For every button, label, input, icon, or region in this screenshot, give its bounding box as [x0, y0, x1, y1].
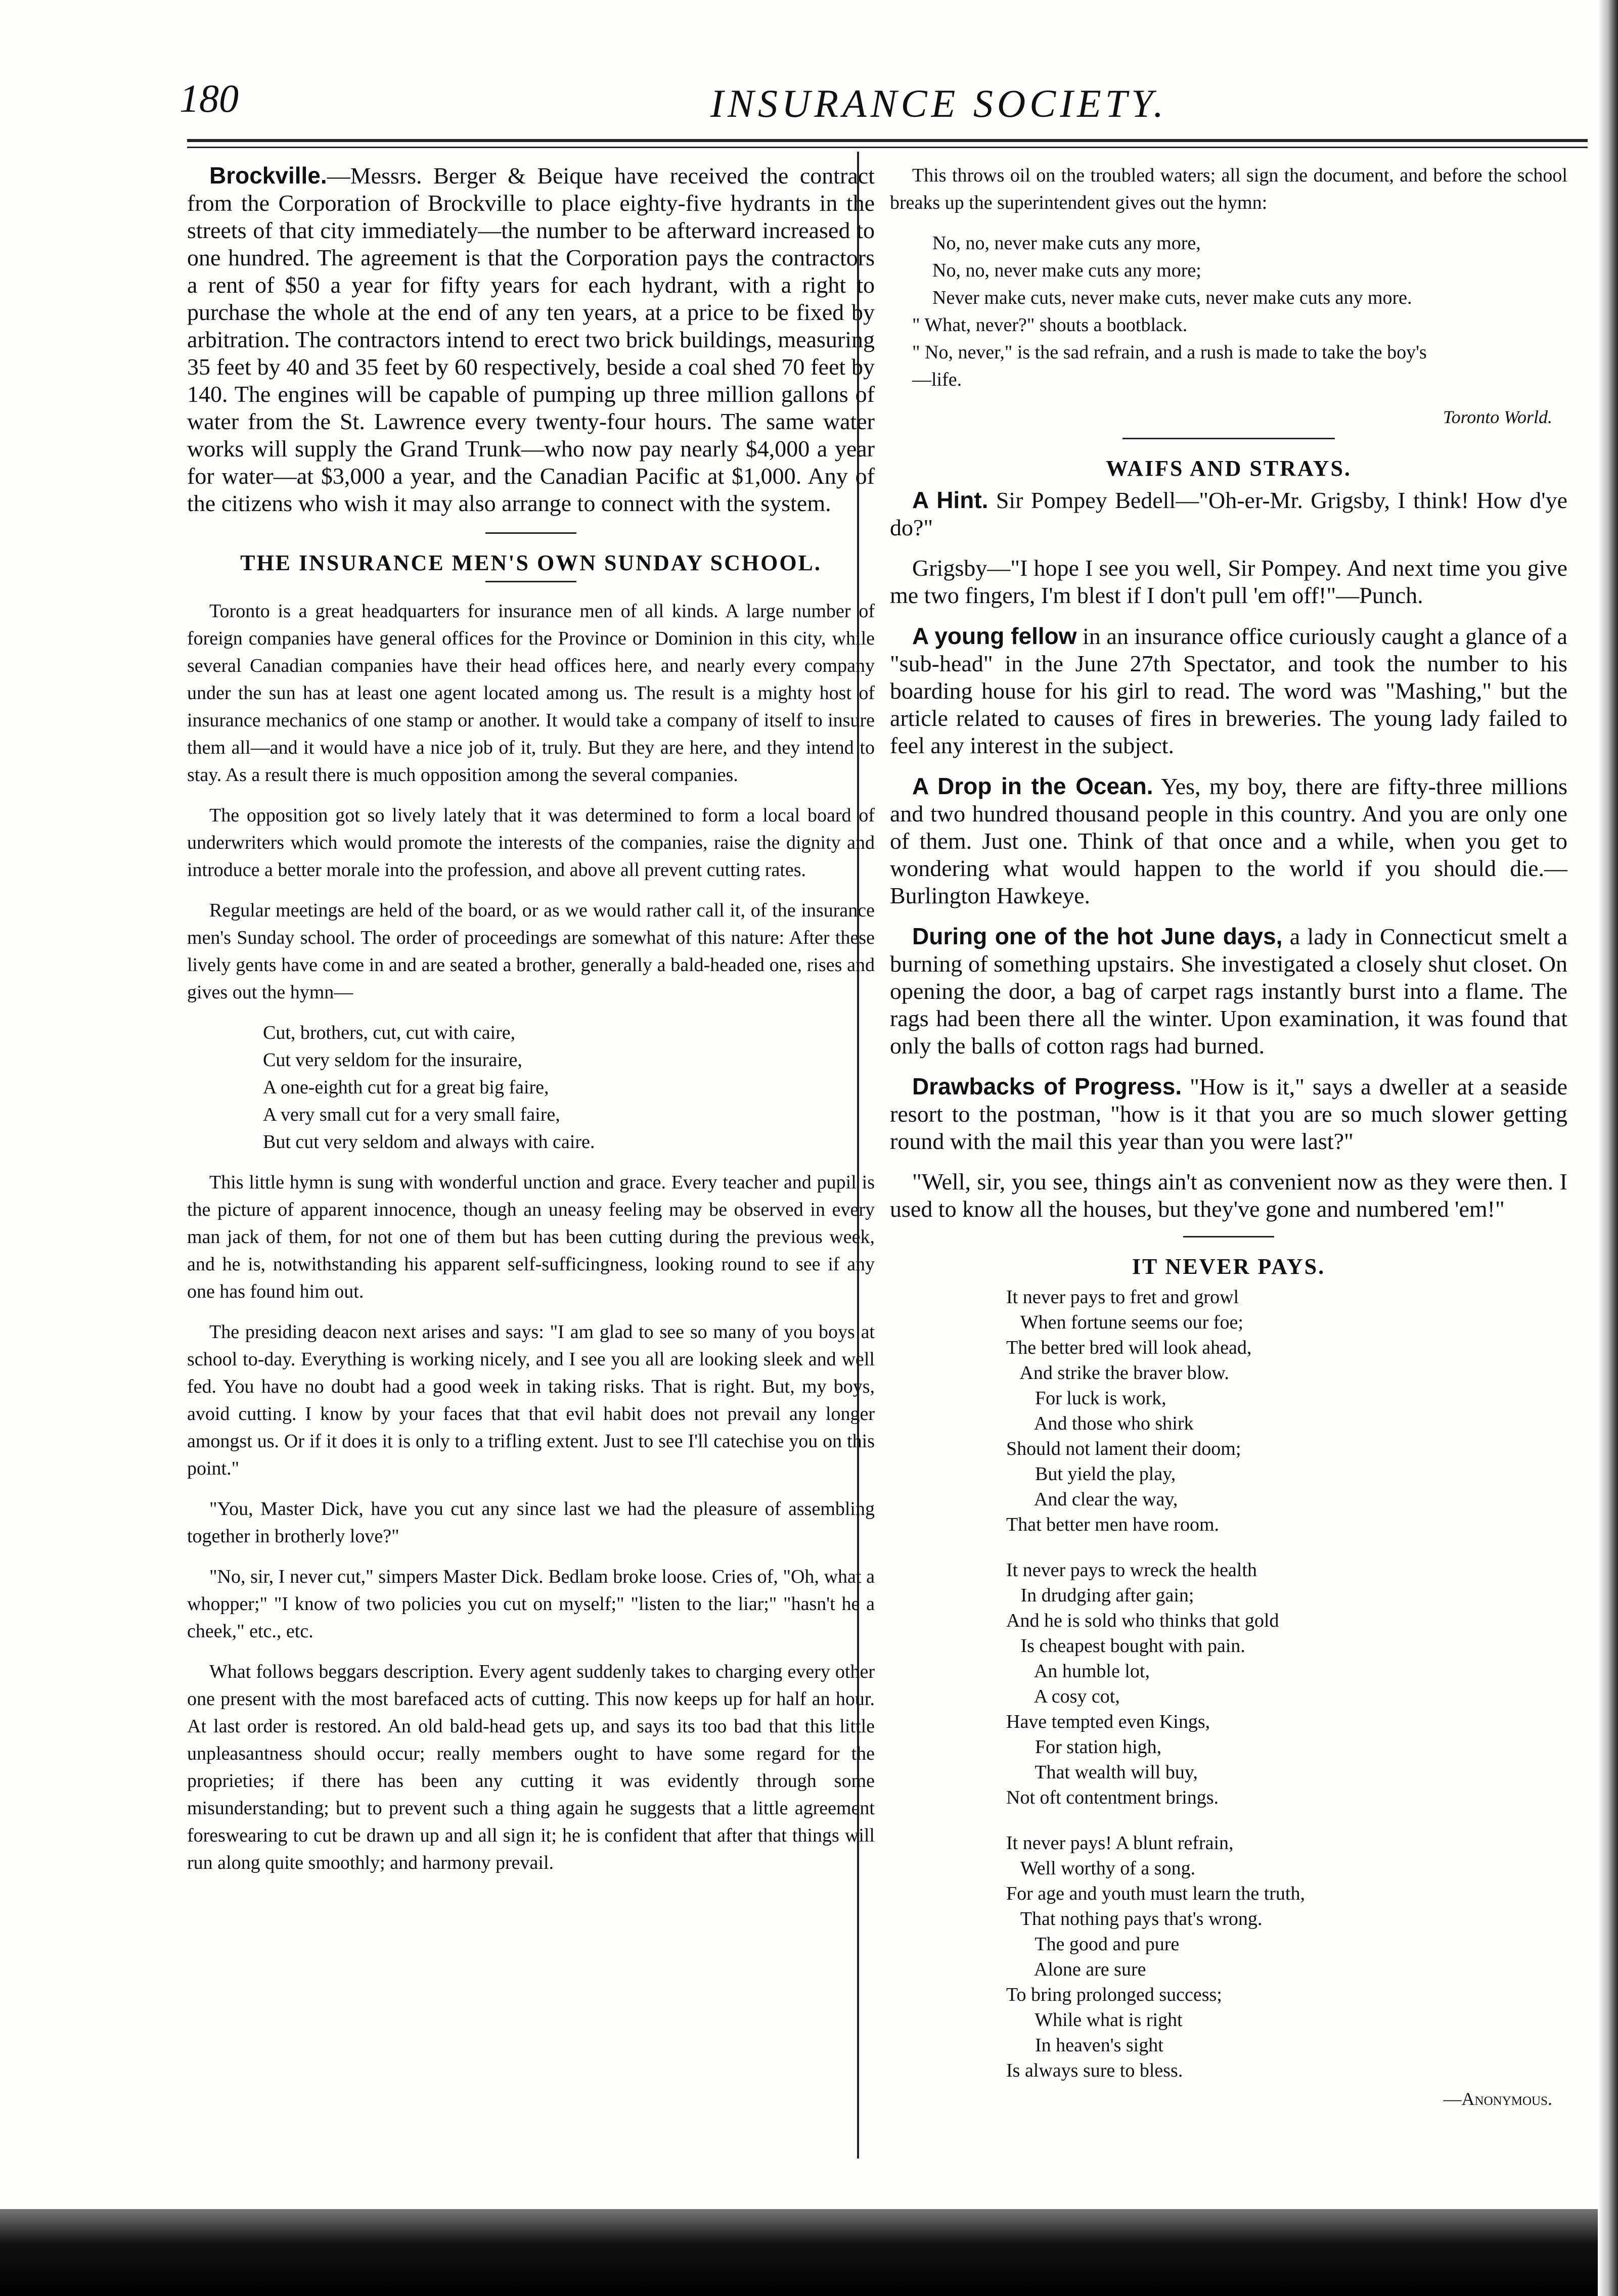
- scan-bottom-shadow: [0, 2209, 1618, 2296]
- sunday-school-p8: What follows beggars description. Every agent suddenly takes to charging every other one present with the most barefaced acts of cutting. This now keeps up for half an hour. At last order is restored. An old bald-head gets up, and says its too bad that this little unpleasantness should occur; really members ought to have some regard for the proprieties; if there has been any cutting it was evidently through some misunderstanding; but to prevent such a thing again he suggests that a little agreement foreswearing to cut be drawn up and all sign it; he is confident that after that things will run along quite smoothly; and harmony prevail.: [187, 1661, 875, 1873]
- poem-line: While what is right: [1006, 2009, 1183, 2031]
- waifs-text: Yes, my boy, there are fifty-three millions and two hundred thousand people in this country. And you are only one of them. Just one. Think of that once and a while, when you get to wondering what would happen to the world if you should die.—Burlington Hawkeye.: [890, 773, 1567, 908]
- waifs-text: "Well, sir, you see, things ain't as convenient now as they were then. I used to know all the houses, but they've gone and numbered 'em!": [890, 1169, 1567, 1222]
- waifs-item: [890, 486, 1567, 541]
- hymn-line: A very small cut for a very small faire,: [263, 1104, 560, 1125]
- brockville-paragraph: [187, 162, 875, 517]
- waifs-item: [890, 923, 1567, 1060]
- running-title: INSURANCE SOCIETY.: [710, 81, 1167, 125]
- sunday-school-title: THE INSURANCE MEN'S OWN SUNDAY SCHOOL.: [240, 550, 822, 575]
- waifs-text: Grigsby—"I hope I see you well, Sir Pompey. And next time you give me two fingers, I'm blest if I don't pull 'em off!"—Punch.: [890, 555, 1567, 608]
- refrain-line: No, no, never make cuts any more,: [932, 233, 1201, 254]
- header-rule-thin: [187, 147, 1588, 148]
- waifs-text: in an insurance office curiously caught a glance of a "sub-head" in the June 27th Spectator, and took the number to his boarding house for his girl to read. The word was "Mashing," but the article related to causes of fires in breweries. The young lady failed to feel any interest in the subject.: [890, 623, 1567, 758]
- sunday-school-p2: The opposition got so lively lately that it was determined to form a local board of underwriters which would promote the interests of the companies, raise the dignity and introduce a better morale into the profession, and above all prevent cutting rates.: [187, 805, 875, 881]
- refrain-line: No, no, never make cuts any more;: [932, 260, 1201, 281]
- poem-line: And those who shirk: [1006, 1413, 1194, 1434]
- poem-line: In heaven's sight: [1006, 2035, 1163, 2056]
- waifs-lead: During one of the hot June days,: [912, 923, 1283, 949]
- poem-title: IT NEVER PAYS.: [1132, 1254, 1326, 1279]
- sunday-school-p5: The presiding deacon next arises and says: "I am glad to see so many of you boys at school to-day. Everything is working nicely, and I see you all are looking sleek and well fed. You have no doubt had a good week in taking risks. That is right. But, my boys, avoid cutting. I know by your faces that that evil habit does not prevail any longer amongst us. Or if it does it is only to a trifling extent. Just to see I'll catechise you on this point.": [187, 1321, 875, 1479]
- sunday-school-p3: Regular meetings are held of the board, or as we would rather call it, of the insurance men's Sunday school. The order of proceedings are somewhat of this nature: After these lively gents have come in and are seated a brother, generally a bald-headed one, rises and gives out the hymn—: [187, 900, 875, 1003]
- poem-line: It never pays to fret and growl: [1006, 1287, 1239, 1308]
- poem-line: But yield the play,: [1006, 1463, 1176, 1485]
- waifs-text: "How is it," says a dweller at a seaside resort to the postman, "how is it that you are so much slower getting round with the mail this year than you were last?": [890, 1074, 1567, 1154]
- header-rule: [187, 139, 1588, 142]
- poem-line: For luck is work,: [1006, 1388, 1166, 1409]
- hymn-line: Cut, brothers, cut, cut with caire,: [263, 1022, 516, 1043]
- waifs-item: [890, 1073, 1567, 1155]
- poem-line: That wealth will buy,: [1006, 1762, 1198, 1783]
- poem-line: For station high,: [1006, 1736, 1162, 1758]
- poem-line: Have tempted even Kings,: [1006, 1711, 1210, 1732]
- poem-line: Is cheapest bought with pain.: [1006, 1635, 1245, 1657]
- refrain: [912, 229, 1567, 393]
- poem-line: To bring prolonged success;: [1006, 1984, 1222, 2005]
- poem-line: Alone are sure: [1006, 1959, 1146, 1980]
- waifs-lead: A young fellow: [912, 623, 1077, 649]
- poem-line: It never pays to wreck the health: [1006, 1559, 1257, 1581]
- hymn-line: But cut very seldom and always with caire.: [263, 1131, 595, 1153]
- hymn: [263, 1019, 875, 1156]
- scan-edge: [1598, 0, 1618, 2296]
- hymn-line: A one-eighth cut for a great big faire,: [263, 1077, 549, 1098]
- poem-line: When fortune seems our foe;: [1006, 1312, 1243, 1333]
- brockville-text: —Messrs. Berger & Beique have received the contract from the Corporation of Brockville to place eighty-five hydrants in the streets of that city immediately—the number to be afterward increased to one hundred. The agreement is that the Corporation pays the contractors a rent of $50 a year for fifty years for each hydrant, with a right to purchase the whole at the end of any ten years, at a price to be fixed by arbitration. The contractors intend to erect two brick buildings, measuring 35 feet by 40 and 35 feet by 60 respectively, beside a coal shed 70 feet by 140. The engines will be capable of pumping up three million gallons of water from the St. Lawrence every twenty-four hours. The same water works will supply the Grand Trunk—who now pay nearly $4,000 a year for water—at $3,000 a year, and the Canadian Pacific at $1,000. Any of the citizens who wish it may also arrange to connect with the system.: [187, 163, 875, 516]
- page-header: [179, 76, 1585, 126]
- poem-line: It never pays! A blunt refrain,: [1006, 1832, 1234, 1854]
- right-column: [890, 162, 1567, 2109]
- source-credit: Toronto World.: [1443, 407, 1552, 427]
- poem-stanza: [1006, 1557, 1567, 1810]
- poem-line: In drudging after gain;: [1006, 1585, 1194, 1606]
- waifs-lead: A Drop in the Ocean.: [912, 773, 1153, 799]
- waifs-item: [890, 772, 1567, 909]
- poem-line: And clear the way,: [1006, 1489, 1178, 1510]
- poem-line: An humble lot,: [1006, 1661, 1150, 1682]
- refrain-line: " No, never," is the sad refrain, and a rush is made to take the boy's: [912, 342, 1427, 363]
- waifs-title: WAIFS AND STRAYS.: [1106, 456, 1352, 481]
- sunday-school-p7: "No, sir, I never cut," simpers Master Dick. Bedlam broke loose. Cries of, "Oh, what a whopper;" "I know of two policies you cut on myself;" "listen to the liar;" "hasn't he a cheek," etc., etc.: [187, 1566, 875, 1642]
- waifs-text: Sir Pompey Bedell—"Oh-er-Mr. Grigsby, I think! How d'ye do?": [890, 487, 1567, 540]
- poem-stanza: [1006, 1284, 1567, 1537]
- sunday-school-p1: Toronto is a great headquarters for insurance men of all kinds. A large number of foreign companies have general offices for the Province or Dominion in this city, while several Canadian companies have their head offices here, and nearly every company under the sun has at least one agent located among us. The result is a mighty host of insurance mechanics of one stamp or another. It would take a company of itself to insure them all—and it would have a nice job of it, truly. But they are here, and they intend to stay. As a result there is much opposition among the several companies.: [187, 601, 875, 786]
- waifs-item: [890, 555, 1567, 609]
- poem-line: That nothing pays that's wrong.: [1006, 1908, 1263, 1930]
- poem-signature: —Anonymous.: [1443, 2089, 1552, 2109]
- poem-line: Well worthy of a song.: [1006, 1858, 1196, 1879]
- poem-line: A cosy cot,: [1006, 1686, 1120, 1707]
- brockville-lead: Brockville.: [209, 162, 327, 189]
- waifs-item: [890, 1168, 1567, 1223]
- refrain-line: " What, never?" shouts a bootblack.: [912, 314, 1188, 336]
- poem-line: Should not lament their doom;: [1006, 1438, 1241, 1459]
- poem-line: For age and youth must learn the truth,: [1006, 1883, 1305, 1904]
- waifs-item: [890, 622, 1567, 759]
- poem-line: Is always sure to bless.: [1006, 2060, 1183, 2081]
- waifs-lead: Drawbacks of Progress.: [912, 1073, 1182, 1099]
- section-rule: [485, 532, 576, 534]
- section-rule: [1122, 438, 1335, 439]
- poem-line: The good and pure: [1006, 1934, 1180, 1955]
- refrain-line: Never make cuts, never make cuts, never make cuts any more.: [932, 287, 1412, 308]
- page-number: 180: [179, 76, 239, 120]
- title-rule: [485, 581, 576, 582]
- sunday-school-continued: This throws oil on the troubled waters; all sign the document, and before the school breaks up the superintendent gives out the hymn:: [890, 165, 1567, 213]
- poem-stanza: [1006, 1830, 1567, 2083]
- refrain-line: —life.: [912, 369, 962, 390]
- poem-line: Not oft contentment brings.: [1006, 1787, 1219, 1808]
- poem-line: And strike the braver blow.: [1006, 1362, 1229, 1384]
- hymn-line: Cut very seldom for the insuraire,: [263, 1049, 522, 1071]
- sunday-school-p6: "You, Master Dick, have you cut any since last we had the pleasure of assembling together in brotherly love?": [187, 1498, 875, 1547]
- sunday-school-p4: This little hymn is sung with wonderful unction and grace. Every teacher and pupil is the picture of apparent innocence, though an uneasy feeling may be observed in every man jack of them, for not one of them but has been cutting during the previous week, and he is, notwithstanding his apparent self-sufficingness, looking round to see if any one has found him out.: [187, 1172, 875, 1302]
- left-column: [187, 162, 875, 1890]
- poem-line: And he is sold who thinks that gold: [1006, 1610, 1279, 1631]
- waifs-lead: A Hint.: [912, 487, 988, 513]
- poem-line: The better bred will look ahead,: [1006, 1337, 1252, 1358]
- poem-line: That better men have room.: [1006, 1514, 1220, 1535]
- section-rule: [1183, 1236, 1274, 1237]
- waifs-text: a lady in Connecticut smelt a burning of something upstairs. She investigated a closely shut closet. On opening the door, a bag of carpet rags instantly burst into a flame. The rags had been there all the winter. Upon examination, it was found that only the balls of cotton rags had burned.: [890, 924, 1567, 1059]
